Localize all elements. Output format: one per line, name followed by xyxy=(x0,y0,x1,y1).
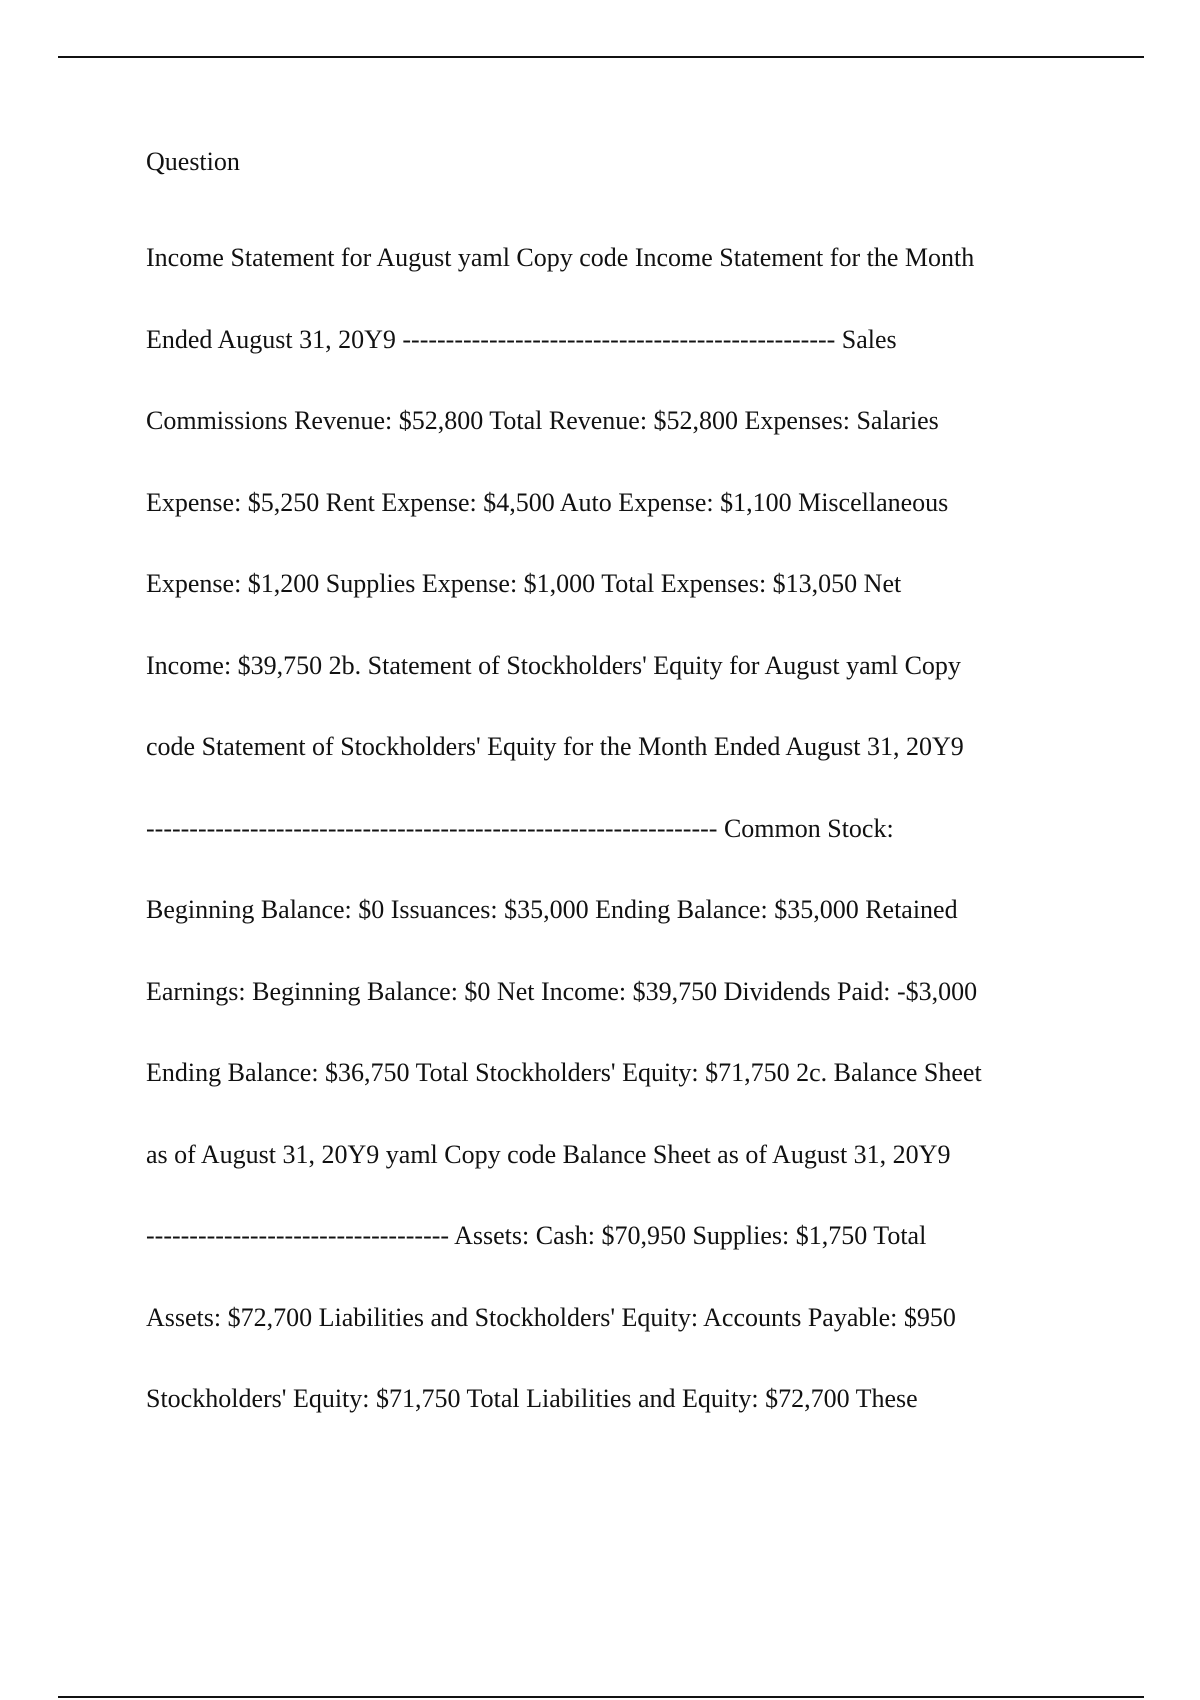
body-line: Income Statement for August yaml Copy code Income Statement for the Month xyxy=(146,243,975,272)
body-line: Commissions Revenue: $52,800 Total Revenue: $52,800 Expenses: Salaries xyxy=(146,406,939,435)
body-line: Stockholders' Equity: $71,750 Total Liabilities and Equity: $72,700 These xyxy=(146,1384,918,1413)
body-line: Expense: $5,250 Rent Expense: $4,500 Auto Expense: $1,100 Miscellaneous xyxy=(146,487,949,517)
top-rule xyxy=(58,56,1144,58)
body-line: Assets: $72,700 Liabilities and Stockholders' Equity: Accounts Payable: $950 xyxy=(146,1302,956,1332)
body-line: Expense: $1,200 Supplies Expense: $1,000 Total Expenses: $13,050 Net xyxy=(146,569,902,598)
body-line: Ending Balance: $36,750 Total Stockholders' Equity: $71,750 2c. Balance Sheet xyxy=(146,1058,982,1087)
body-line: Ended August 31, 20Y9 -------------------------------------------------- Sales xyxy=(146,324,897,354)
body-line: Income: $39,750 2b. Statement of Stockholders' Equity for August yaml Copy xyxy=(146,650,961,680)
body-line: as of August 31, 20Y9 yaml Copy code Balance Sheet as of August 31, 20Y9 xyxy=(146,1139,951,1169)
question-body xyxy=(146,242,1076,1465)
body-line: Earnings: Beginning Balance: $0 Net Income: $39,750 Dividends Paid: -$3,000 xyxy=(146,976,978,1006)
body-line: code Statement of Stockholders' Equity for the Month Ended August 31, 20Y9 xyxy=(146,732,964,761)
body-line: Beginning Balance: $0 Issuances: $35,000 Ending Balance: $35,000 Retained xyxy=(146,895,958,924)
body-line: ------------------------------------------------------------------ Common Stock: xyxy=(146,813,894,843)
body-line: ----------------------------------- Assets: Cash: $70,950 Supplies: $1,750 Total xyxy=(146,1221,927,1250)
question-heading: Question xyxy=(146,147,240,176)
bottom-rule xyxy=(58,1696,1144,1698)
